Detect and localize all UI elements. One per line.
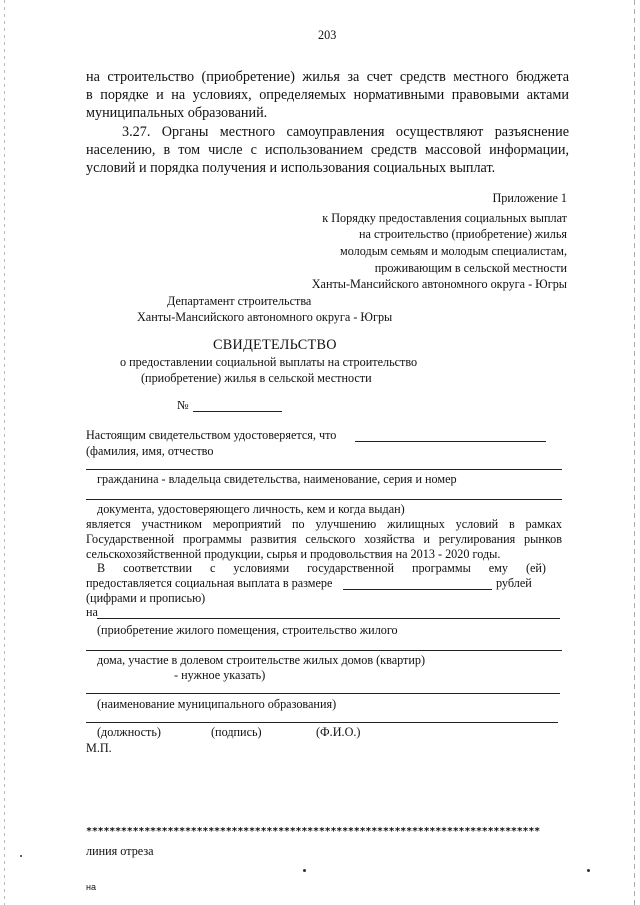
signature-hint: (подпись) (211, 725, 262, 739)
number-field (193, 411, 282, 412)
document-field (86, 499, 562, 500)
fio-hint: (фамилия, имя, отчество (86, 444, 214, 458)
scan-edge-left (4, 0, 5, 905)
certificate-title: СВИДЕТЕЛЬСТВО (213, 337, 337, 353)
citizen-field (86, 469, 562, 470)
position-hint: (должность) (97, 725, 161, 739)
footer-word: на (86, 882, 96, 892)
cut-line-label: линия отреза (86, 844, 154, 858)
participant-line: Государственной программы развития сельского хозяйства и регулирования рынков (86, 532, 562, 546)
paragraph-line: условий и порядка получения и использования социальных выплат. (86, 160, 496, 176)
document-hint: документа, удостоверяющего личность, кем и когда выдан) (97, 502, 405, 516)
participant-line: является участником мероприятий по улучшению жилищных условий в рамках (86, 517, 562, 531)
page-number: 203 (318, 28, 337, 42)
rubles-label: рублей (496, 576, 532, 590)
department-line: Ханты-Мансийского автономного округа - Югры (137, 310, 393, 324)
purchase-hint: (приобретение жилого помещения, строительство жилого (97, 623, 398, 637)
certify-text: Настоящим свидетельством удостоверяется, что (86, 428, 337, 442)
subtitle-line: (приобретение) жилья в сельской местности (141, 371, 372, 385)
house-hint: дома, участие в долевом строительстве жилых домов (квартир) (97, 653, 426, 667)
paragraph-line: муниципальных образований. (86, 105, 268, 121)
paragraph-line: 3.27. Органы местного самоуправления осуществляют разъяснение (122, 124, 569, 140)
stamp-label: М.П. (86, 741, 112, 755)
scan-speck (20, 855, 22, 857)
payment-field (343, 589, 492, 590)
number-label: № (177, 398, 189, 412)
cut-line-stars: ****************************************************************************** (86, 826, 540, 837)
certify-field (355, 441, 546, 442)
appendix-line: на строительство (приобретение) жилья (359, 227, 567, 241)
department-line: Департамент строительства (167, 294, 312, 308)
appendix-line: проживающим в сельской местности (374, 261, 567, 275)
fio-short-hint: (Ф.И.О.) (316, 725, 361, 739)
municipality-field (86, 693, 560, 694)
on-field (97, 618, 560, 619)
appendix-line: молодым семьям и молодым специалистам, (340, 244, 567, 258)
appendix-line: к Порядку предоставления социальных выплат (322, 211, 567, 225)
payment-text: предоставляется социальная выплата в размере (86, 576, 333, 590)
signature-field (86, 722, 558, 723)
paragraph-line: в порядке и на условиях, определяемых нормативными правовыми актами (86, 87, 569, 103)
appendix-line: Приложение 1 (492, 191, 567, 205)
house-field (86, 650, 562, 651)
scan-speck (587, 869, 590, 872)
paragraph-line: населению, в том числе с использованием средств массовой информации, (86, 142, 569, 158)
specify-hint: - нужное указать) (174, 668, 266, 682)
appendix-line: Ханты-Мансийского автономного округа - Югры (311, 277, 567, 291)
paragraph-line: на строительство (приобретение) жилья за счет средств местного бюджета (86, 69, 569, 85)
citizen-hint: гражданина - владельца свидетельства, наименование, серия и номер (97, 472, 457, 486)
subtitle-line: о предоставлении социальной выплаты на строительство (120, 355, 418, 369)
participant-line: сельскохозяйственной продукции, сырья и продовольствия на 2013 - 2020 годы. (86, 547, 501, 561)
accordance-line: В соответствии с условиями государственной программы ему (ей) (97, 561, 546, 575)
scan-edge-right (634, 0, 635, 905)
municipality-hint: (наименование муниципального образования) (97, 697, 337, 711)
on-label: на (86, 605, 98, 619)
amount-hint: (цифрами и прописью) (86, 591, 206, 605)
scan-speck (303, 869, 306, 872)
